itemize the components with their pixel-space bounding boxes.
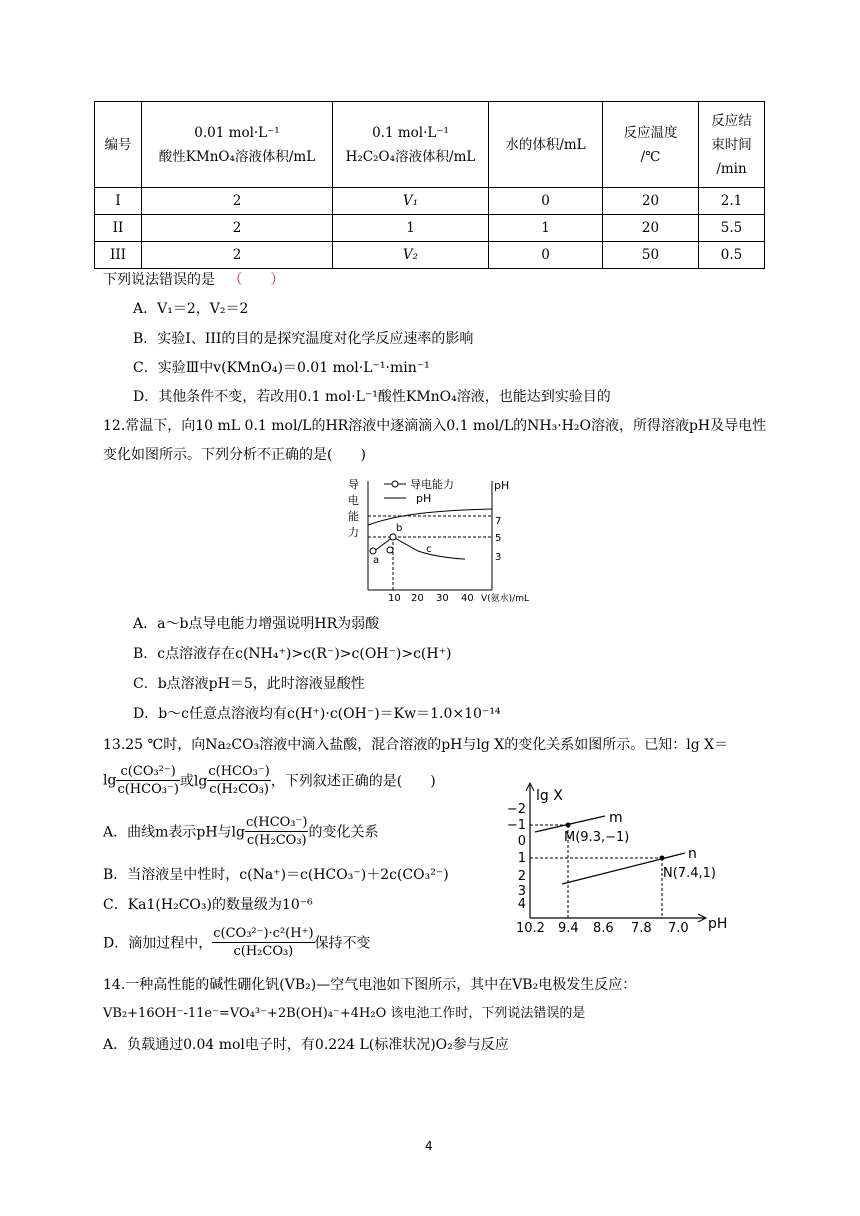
xtick: 30 [436, 593, 449, 604]
table-cell: 2 [142, 242, 333, 269]
lg-text: lg [103, 772, 117, 789]
table-cell: I [95, 188, 142, 215]
fraction-denominator: c(HCO₃⁻) [117, 782, 179, 797]
q12-option-c: C．b点溶液pH＝5，此时溶液显酸性 [133, 676, 365, 692]
xtick: 9.4 [558, 921, 579, 936]
ytick-right: 7 [495, 516, 502, 527]
experiment-table [94, 101, 765, 269]
point-n-label: N(7.4,1) [663, 866, 716, 881]
answer-bracket: （ ） [228, 272, 285, 288]
fraction-1 [116, 763, 179, 798]
legend-conductivity: 导电能力 [410, 478, 454, 491]
xlabel: V(氨水)/mL [481, 594, 529, 604]
ylabel-left-2: 电 [348, 494, 359, 507]
point-m-marker [566, 823, 571, 828]
table-cell: 1 [333, 215, 489, 242]
ytick-right: 5 [495, 533, 502, 544]
option-a-prefix: A．曲线m表示pH与lg [103, 824, 245, 841]
xtick: 7.0 [668, 921, 689, 936]
ylabel-left-3: 能 [348, 510, 359, 523]
table-row [95, 188, 765, 215]
legend-ph: pH [416, 492, 432, 505]
ytick: 0 [517, 834, 526, 849]
point-b-label: b [396, 523, 403, 534]
q11-option-d: D．其他条件不变，若改用0.1 mol·L⁻¹酸性KMnO₄溶液，也能达到实验目的 [133, 389, 611, 405]
fraction-denominator: c(H₂CO₃) [246, 833, 307, 848]
table-cell: 2.1 [699, 188, 765, 215]
lgx-ph-chart [500, 780, 730, 940]
header-h2c2o4: 0.1 mol·L⁻¹ H₂C₂O₄溶液体积/mL [333, 102, 489, 188]
point-c-marker [387, 547, 393, 553]
xtick: 20 [411, 593, 424, 604]
point-b-marker [390, 534, 396, 540]
header-id: 编号 [95, 102, 142, 188]
ph-curve [368, 509, 492, 525]
table-cell: 1 [489, 215, 603, 242]
ytick: 4 [517, 897, 526, 912]
q13-option-c: C．Ka1(H₂CO₃)的数量级为10⁻⁶ [103, 897, 313, 913]
line-m-label: m [609, 810, 623, 826]
ylabel-left-1: 导 [348, 478, 359, 491]
q13-option-b: B．当溶液呈中性时，c(Na⁺)＝c(HCO₃⁻)＋2c(CO₃²⁻) [103, 867, 449, 883]
table-cell: III [95, 242, 142, 269]
ytick: 2 [517, 869, 526, 884]
table-cell: 0 [489, 188, 603, 215]
header-temperature: 反应温度 /℃ [603, 102, 699, 188]
ylabel-left-4: 力 [348, 526, 359, 539]
conductivity-curve [373, 537, 465, 559]
table-cell: 2 [142, 188, 333, 215]
q11-option-a: A．V₁＝2，V₂＝2 [133, 301, 249, 317]
q14-stem-line1: 14.一种高性能的碱性硼化钒(VB₂)—空气电池如下图所示，其中在VB₂电极发生反应： [103, 977, 637, 993]
xtick: 10.2 [516, 921, 545, 936]
page-number: 4 [425, 1139, 433, 1153]
q13-option-a [103, 814, 378, 849]
ytick: 3 [517, 884, 526, 899]
xtick: 40 [461, 593, 474, 604]
fraction-a [245, 814, 308, 849]
table-cell: 50 [603, 242, 699, 269]
q13-stem-line2 [103, 763, 436, 798]
option-a-suffix: 的变化关系 [308, 824, 379, 841]
table-cell: 20 [603, 188, 699, 215]
ytick: −1 [506, 818, 526, 833]
q11-stem: 下列说法错误的是 （ ） [103, 272, 285, 288]
table-cell: 2 [142, 215, 333, 242]
fraction-2 [207, 763, 270, 798]
fraction-numerator: c(CO₃²⁻)·c²(H⁺) [213, 926, 314, 941]
header-time: 反应结 束时间 /min [699, 102, 765, 188]
or-lg-text: 或lg [179, 773, 208, 790]
q14-option-a: A．负载通过0.04 mol电子时，有0.224 L(标准状况)O₂参与反应 [103, 1037, 509, 1053]
ylabel-right: pH [494, 479, 510, 492]
ytick-right: 3 [495, 552, 502, 563]
q11-option-c: C．实验Ⅲ中v(KMnO₄)＝0.01 mol·L⁻¹·min⁻¹ [133, 360, 430, 376]
q12-option-d: D．b～c任意点溶液均有c(H⁺)·c(OH⁻)＝Kw＝1.0×10⁻¹⁴ [133, 706, 501, 722]
table-row [95, 215, 765, 242]
q13-option-d [103, 925, 371, 960]
q12-stem-line1: 12.常温下，向10 mL 0.1 mol/L的HR溶液中逐滴滴入0.1 mol/L的NH₃·H₂O溶液，所得溶液pH及导电性 [103, 418, 767, 434]
q12-option-a: A．a～b点导电能力增强说明HR为弱酸 [133, 616, 380, 632]
xtick: 8.6 [593, 921, 614, 936]
table-cell: V₁ [333, 188, 489, 215]
option-d-suffix: 保持不变 [314, 935, 371, 952]
header-kmno4: 0.01 mol·L⁻¹ 酸性KMnO₄溶液体积/mL [142, 102, 333, 188]
table-cell: 5.5 [699, 215, 765, 242]
q11-option-b: B．实验I、III的目的是探究温度对化学反应速率的影响 [133, 331, 474, 347]
point-a-marker [370, 548, 376, 554]
fraction-numerator: c(HCO₃⁻) [208, 764, 270, 779]
q14-stem-line2: VB₂+16OH⁻-11e⁻=VO₄³⁻+2B(OH)₄⁻+4H₂O 该电池工作时，下列说法错误的是 [103, 1006, 586, 1021]
point-n-marker [660, 856, 665, 861]
table-cell: II [95, 215, 142, 242]
fraction-denominator: c(H₂CO₃) [233, 944, 294, 959]
q12-stem-line2: 变化如图所示。下列分析不正确的是( ) [103, 447, 366, 463]
q12-option-b: B．c点溶液存在c(NH₄⁺)>c(R⁻)>c(OH⁻)>c(H⁺) [133, 646, 452, 662]
fraction-numerator: c(HCO₃⁻) [246, 815, 308, 830]
option-d-prefix: D．滴加过程中， [103, 935, 213, 952]
ylabel: lg X [536, 788, 563, 804]
q13-tail: ，下列叙述正确的是( ) [270, 773, 436, 790]
fraction-denominator: c(H₂CO₃) [209, 782, 269, 797]
table-cell: 0.5 [699, 242, 765, 269]
table-cell: V₂ [333, 242, 489, 269]
xtick: 10 [388, 593, 401, 604]
xlabel: pH [708, 916, 728, 932]
ytick: −2 [506, 802, 526, 817]
ytick: 1 [517, 851, 526, 866]
point-c-label: c [426, 544, 432, 555]
point-m-label: M(9.3,−1) [564, 830, 630, 845]
q13-stem-line1: 13.25 ℃时，向Na₂CO₃溶液中滴入盐酸，混合溶液的pH与lg X的变化关系如图所示。已知：lg X＝ [103, 737, 729, 753]
line-n-label: n [688, 846, 697, 862]
header-water: 水的体积/mL [489, 102, 603, 188]
xtick: 7.8 [631, 921, 652, 936]
conductivity-ph-chart [340, 473, 550, 608]
fraction-d [212, 925, 314, 960]
table-cell: 20 [603, 215, 699, 242]
point-a-label: a [373, 555, 380, 566]
table-cell: 0 [489, 242, 603, 269]
legend-conductivity-marker [392, 481, 398, 487]
fraction-numerator: c(CO₃²⁻) [116, 763, 179, 781]
table-row [95, 242, 765, 269]
